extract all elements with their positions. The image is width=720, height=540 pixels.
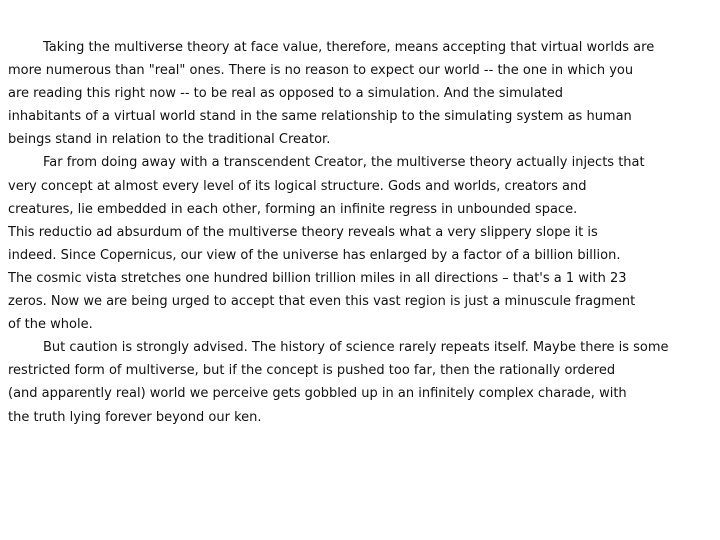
paragraph — [8, 221, 713, 336]
text-line: The cosmic vista stretches one hundred billion trillion miles in all directions – that's a 1 with 23 — [8, 270, 627, 286]
text-line: indeed. Since Copernicus, our view of the universe has enlarged by a factor of a billion billion. — [8, 247, 621, 263]
text-line: are reading this right now -- to be real as opposed to a simulation. And the simulated — [8, 86, 563, 102]
paragraph — [8, 36, 713, 151]
text-line: very concept at almost every level of its logical structure. Gods and worlds, creators and — [8, 178, 587, 194]
text-line: more numerous than "real" ones. There is no reason to expect our world -- the one in which you — [8, 63, 634, 79]
text-line: zeros. Now we are being urged to accept that even this vast region is just a minuscule fragment — [8, 294, 636, 310]
paragraph — [8, 151, 713, 220]
text-line: Taking the multiverse theory at face value, therefore, means accepting that virtual worlds are — [43, 40, 655, 55]
text-line: inhabitants of a virtual world stand in the same relationship to the simulating system as human — [8, 109, 632, 125]
text-line: But caution is strongly advised. The history of science rarely repeats itself. Maybe there is some — [43, 340, 669, 356]
text-line: (and apparently real) world we perceive gets gobbled up in an infinitely complex charade, with — [8, 386, 627, 402]
text-line: This reductio ad absurdum of the multiverse theory reveals what a very slippery slope it is — [8, 224, 598, 240]
text-line: creatures, lie embedded in each other, forming an infinite regress in unbounded space. — [8, 201, 578, 217]
paragraph — [8, 336, 713, 428]
document-body — [8, 36, 713, 429]
text-line: the truth lying forever beyond our ken. — [8, 409, 262, 425]
text-line: Far from doing away with a transcendent Creator, the multiverse theory actually injects that — [43, 155, 645, 171]
text-line: restricted form of multiverse, but if the concept is pushed too far, then the rationally ordered — [8, 363, 616, 379]
text-line: beings stand in relation to the traditional Creator. — [8, 132, 331, 148]
text-line: of the whole. — [8, 317, 93, 333]
